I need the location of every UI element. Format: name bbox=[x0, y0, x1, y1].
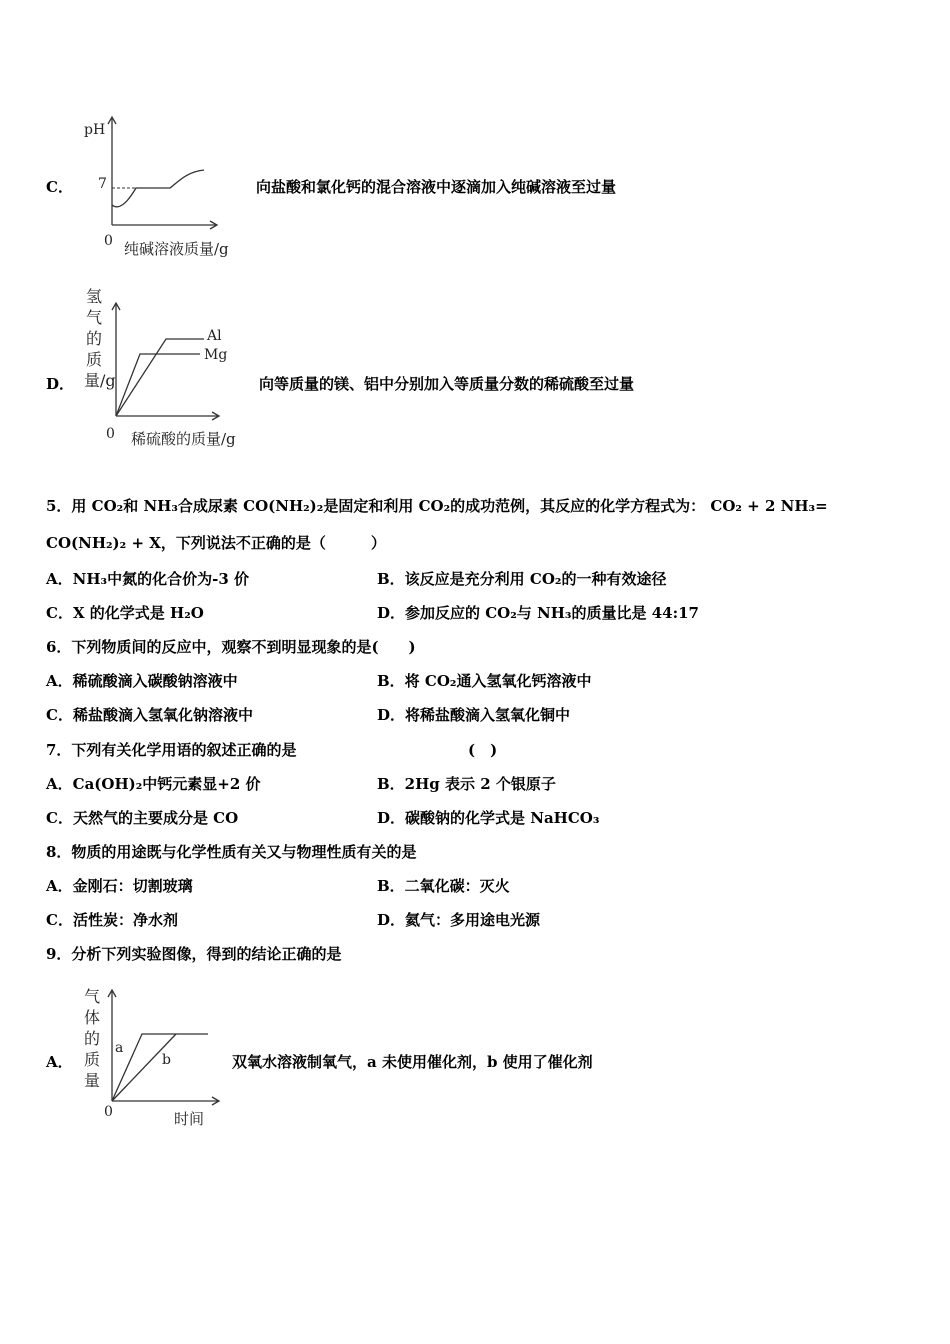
q6-option-b: B．将 CO₂通入氢氧化钙溶液中 bbox=[377, 672, 592, 690]
q7-answer-paren: ( ) bbox=[468, 741, 498, 759]
q5-option-d: D．参加反应的 CO₂与 NH₃的质量比是 44:17 bbox=[377, 604, 699, 622]
q5-stem-line1: 5．用 CO₂和 NH₃合成尿素 CO(NH₂)₂是固定和利用 CO₂的成功范例，其反应的化学方程式为： CO₂ + 2 NH₃= bbox=[46, 497, 828, 515]
graph-q9-origin: 0 bbox=[104, 1104, 113, 1120]
graph-q9-ylabel: 气体的质量 bbox=[83, 987, 100, 1090]
option-letter-d: D． bbox=[46, 375, 75, 393]
q7-option-b: B．2Hg 表示 2 个银原子 bbox=[377, 775, 556, 793]
graph-q9-line-b bbox=[112, 1034, 176, 1101]
graph-d-origin: 0 bbox=[106, 426, 115, 442]
q7-option-c: C．天然气的主要成分是 CO bbox=[46, 809, 239, 827]
graph-c-xlabel: 纯碱溶液质量/g bbox=[124, 240, 229, 258]
graph-q9-line-a bbox=[112, 1034, 208, 1101]
graph-d-xlabel: 稀硫酸的质量/g bbox=[131, 430, 236, 448]
q8-option-b: B．二氧化碳：灭火 bbox=[377, 877, 510, 895]
graph-c-ytick: 7 bbox=[98, 176, 107, 192]
q5-stem-line2: CO(NH₂)₂ + X，下列说法不正确的是（ ） bbox=[46, 534, 386, 552]
q7-option-d: D．碳酸钠的化学式是 NaHCO₃ bbox=[377, 809, 600, 827]
q5-option-a: A．NH₃中氮的化合价为-3 价 bbox=[46, 570, 249, 588]
option-letter-c: C． bbox=[46, 178, 73, 196]
q8-stem: 8．物质的用途既与化学性质有关又与物理性质有关的是 bbox=[46, 843, 417, 861]
graph-c-origin: 0 bbox=[104, 233, 113, 249]
q9-option-a-description: 双氧水溶液制氧气，a 未使用催化剂，b 使用了催化剂 bbox=[232, 1053, 593, 1071]
graph-q9-xlabel: 时间 bbox=[174, 1110, 205, 1128]
graph-q9-label-b: b bbox=[162, 1052, 171, 1068]
q5-option-c: C．X 的化学式是 H₂O bbox=[46, 604, 204, 622]
option-d-description: 向等质量的镁、铝中分别加入等质量分数的稀硫酸至过量 bbox=[259, 375, 635, 393]
q6-option-d: D．将稀盐酸滴入氢氧化铜中 bbox=[377, 706, 571, 724]
q6-stem: 6．下列物质间的反应中，观察不到明显现象的是( ) bbox=[46, 638, 416, 656]
q6-option-c: C．稀盐酸滴入氢氧化钠溶液中 bbox=[46, 706, 253, 724]
graph-c-ylabel: pH bbox=[84, 122, 106, 138]
q8-option-a: A．金刚石：切割玻璃 bbox=[46, 877, 193, 895]
q7-option-a: A．Ca(OH)₂中钙元素显+2 价 bbox=[46, 775, 261, 793]
graph-d-ylabel: 氢气的质量/g bbox=[84, 287, 116, 390]
q6-option-a: A．稀硫酸滴入碳酸钠溶液中 bbox=[46, 672, 238, 690]
option-c-description: 向盐酸和氯化钙的混合溶液中逐滴加入纯碱溶液至过量 bbox=[256, 178, 617, 196]
q8-option-c: C．活性炭：净水剂 bbox=[46, 911, 178, 929]
q8-option-d: D．氦气：多用途电光源 bbox=[377, 911, 541, 929]
graph-d-label-mg: Mg bbox=[204, 347, 228, 363]
q7-stem: 7．下列有关化学用语的叙述正确的是 bbox=[46, 741, 297, 759]
q9-option-letter-a: A． bbox=[46, 1053, 73, 1071]
graph-q9-label-a: a bbox=[115, 1040, 124, 1056]
q5-option-b: B．该反应是充分利用 CO₂的一种有效途径 bbox=[377, 570, 667, 588]
q9-stem: 9．分析下列实验图像，得到的结论正确的是 bbox=[46, 945, 342, 963]
graph-d-label-al: Al bbox=[207, 328, 222, 344]
